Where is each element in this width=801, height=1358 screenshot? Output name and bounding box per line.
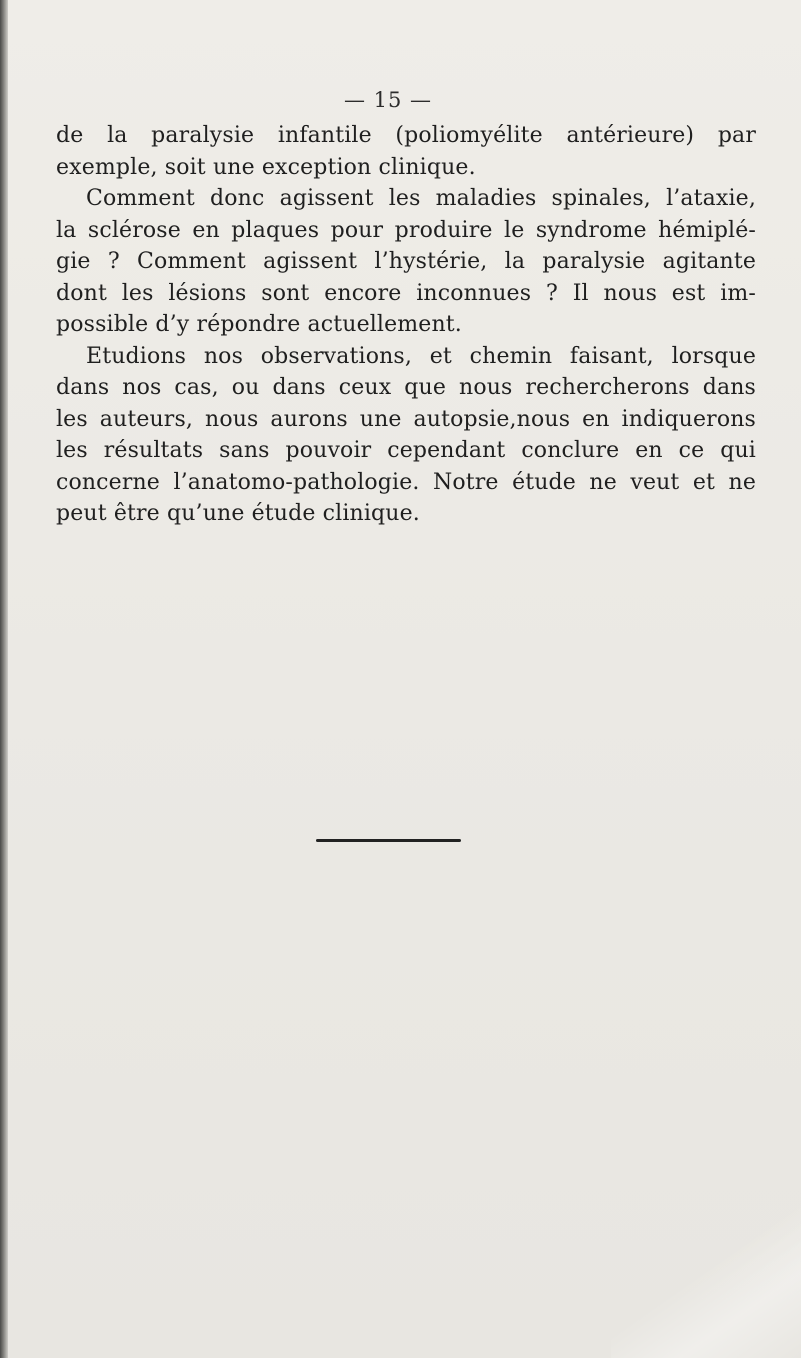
closing-rule: [316, 839, 461, 842]
text-line: de la paralysie infantile (poliomyélite antérieure) par: [56, 123, 756, 148]
text-line: concerne l’anatomo-pathologie. Notre étude ne veut et ne: [56, 469, 756, 495]
text-line: peut être qu’une étude clinique.: [56, 501, 420, 526]
text-line: possible d’y répondre actuellement.: [56, 312, 462, 337]
body-text: [56, 120, 756, 530]
text-line: gie ? Comment agissent l’hystérie, la paralysie agitante: [56, 249, 756, 274]
binding-edge: [0, 0, 8, 1358]
text-line: la sclérose en plaques pour produire le syndrome hémiplé-: [56, 217, 756, 243]
text-line: Etudions nos observations, et chemin faisant, lorsque: [86, 343, 756, 369]
text-line: exemple, soit une exception clinique.: [56, 154, 476, 180]
text-line: dans nos cas, ou dans ceux que nous rechercherons dans: [56, 375, 756, 400]
text-line: les résultats sans pouvoir cependant conclure en ce qui: [56, 438, 756, 463]
page-number: — 15 —: [343, 88, 433, 112]
paper-stain: [611, 1208, 801, 1358]
text-line: dont les lésions sont encore inconnues ? Il nous est im-: [56, 280, 756, 306]
text-line: Comment donc agissent les maladies spinales, l’ataxie,: [86, 186, 756, 211]
text-line: les auteurs, nous aurons une autopsie,nous en indiquerons: [56, 406, 756, 432]
